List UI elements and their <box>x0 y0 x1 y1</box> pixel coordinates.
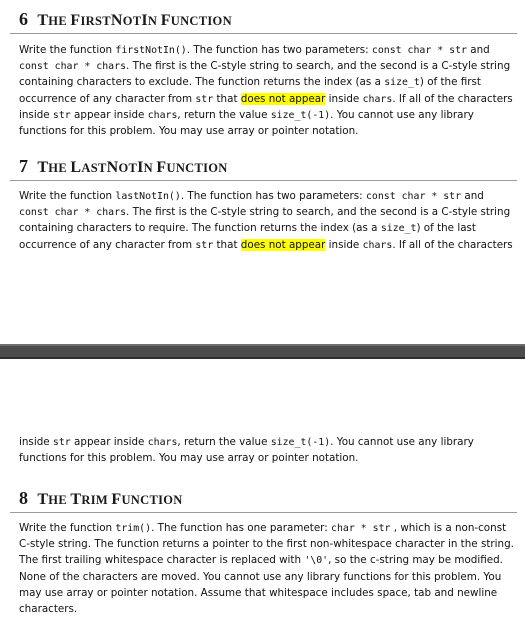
text-line: containing characters to exclude. The function returns the index (as a size_t) of the first <box>19 76 481 89</box>
text-line: const char * chars. The first is the C-style string to search, and the second is a C-style string <box>19 60 511 73</box>
section-6-heading: 6 THE FIRSTNOTIN FUNCTION <box>19 9 232 29</box>
section-6-body <box>19 42 519 139</box>
section-number: 8 <box>19 488 29 508</box>
section-6-rule <box>10 33 517 34</box>
text-line: inside str appear inside chars, return the value size_t(-1). You cannot use any library <box>19 436 474 448</box>
text-line: Write the function firstNotIn(). The function has two parameters: const char * str and <box>19 44 490 56</box>
text-line: functions for this problem. You may use array or pointer notation. <box>19 452 359 465</box>
section-7-heading: 7 THE LASTNOTIN FUNCTION <box>19 156 228 176</box>
text-line: characters. <box>19 602 78 615</box>
section-7-body <box>19 188 519 253</box>
highlighted-text: does not appear <box>240 92 326 105</box>
text-line: Write the function lastNotIn(). The function has two parameters: const char * str and <box>19 190 484 202</box>
highlighted-text: does not appear <box>240 238 326 251</box>
text-line: Write the function trim(). The function has one parameter: char * str , which is a non-const <box>19 522 507 534</box>
text-line: occurrence of any character from str that does not appear inside chars. If all of the characters <box>19 238 513 251</box>
text-line: The first trailing whitespace character is replaced with '\0', so the c-string may be modified. <box>19 554 503 567</box>
section-number: 7 <box>19 156 29 176</box>
page-break-divider <box>0 344 525 359</box>
text-line: functions for this problem. You may use array or pointer notation. <box>19 124 359 137</box>
text-line: occurrence of any character from str that does not appear inside chars. If all of the characters <box>19 92 513 105</box>
text-line: const char * chars. The first is the C-style string to search, and the second is a C-style string <box>19 206 511 219</box>
text-line: may use array or pointer notation. Assume that whitespace includes space, tab and newline <box>19 586 498 599</box>
section-8-heading: 8 THE TRIM FUNCTION <box>19 488 183 508</box>
section-7-rule <box>10 180 517 181</box>
section-8-body <box>19 520 519 617</box>
section-number: 6 <box>19 9 29 29</box>
text-line: C-style string. The function returns a pointer to the first non-whitespace character in the string. <box>19 538 514 551</box>
text-line: containing characters to require. The function returns the index (as a size_t) of the last <box>19 222 476 235</box>
text-line: None of the characters are moved. You cannot use any library functions for this problem. You <box>19 570 502 583</box>
section-7-body-continued <box>19 434 519 466</box>
text-line: inside str appear inside chars, return the value size_t(-1). You cannot use any library <box>19 108 474 121</box>
section-8-rule <box>10 512 517 513</box>
